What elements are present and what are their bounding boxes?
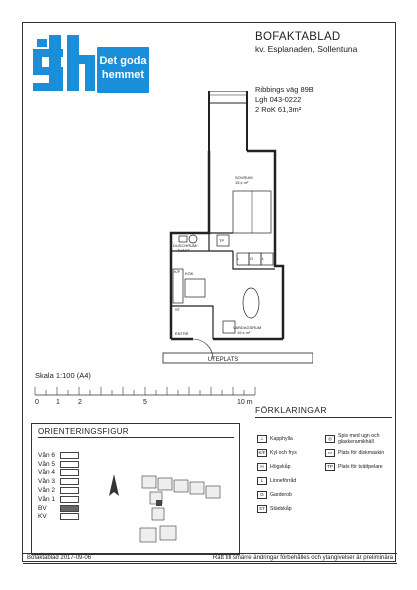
- kyl-frys-icon: K/F: [258, 450, 266, 455]
- company-logo: [31, 33, 151, 95]
- footer: [23, 553, 397, 562]
- room-area-sovrum: 15,x m²: [235, 180, 249, 185]
- garderob-icon: G: [257, 491, 267, 499]
- scale-ruler: [33, 381, 257, 397]
- document-title: BOFAKTABLAD: [255, 31, 341, 43]
- room-area-vardagsrum: 19,x m²: [237, 330, 251, 335]
- legend-item-hogskap: H Högskåp: [257, 463, 290, 471]
- building-site-map: [132, 474, 232, 554]
- legend-item-kyl-frys: K/F Kyl och frys: [258, 450, 297, 456]
- floor-list: [38, 451, 88, 521]
- marker-kf: K/F: [174, 269, 181, 274]
- marker-st: ST: [175, 307, 181, 312]
- room-label-duschrum: DUSCHRUM/: [173, 243, 198, 248]
- linneforrad-icon: L: [257, 477, 267, 485]
- floor-plan: [133, 91, 313, 393]
- unit-number: Lgh 043-0222: [255, 95, 302, 104]
- legend-item-diskmaskin: ▭ Plats för diskmaskin: [325, 449, 384, 457]
- fact-sheet: [22, 22, 396, 562]
- legend-item-tvattpelare: TP Plats för tvättpelare: [325, 463, 383, 471]
- tvattpelare-icon: TP: [325, 463, 335, 471]
- kapphylla-icon: ⊥: [257, 435, 267, 443]
- hogskap-icon: H: [257, 463, 267, 471]
- floor-row-von6: Vån 6: [38, 451, 88, 460]
- apartment-size: 2 RoK 61,3m²: [255, 105, 302, 114]
- orientation-figure: [31, 423, 240, 555]
- room-label-uteplats: UTEPLATS: [207, 357, 239, 363]
- legend-item-stadskap: ST Städskåp: [257, 505, 292, 513]
- legend-item-linneforrad: L Linneförråd: [257, 477, 296, 485]
- legend-item-spis: ◎ Spis med ugn och glaskeramikhäll: [325, 433, 395, 445]
- room-label-tvatt: TVÄTT: [177, 248, 190, 253]
- active-floor-indicator: [60, 505, 79, 512]
- floor-row-von5: Vån 5: [38, 460, 88, 469]
- footer-disclaimer: Rätt till smärre ändringar förbehålles och ytangivelser är preliminära: [212, 555, 393, 561]
- orientation-divider: [38, 437, 234, 438]
- floor-row-von1: Vån 1: [38, 495, 88, 504]
- scale-tick-10: 10 m: [237, 399, 253, 406]
- floor-row-von4: Vån 4: [38, 469, 88, 478]
- footer-bottom-rule: [23, 563, 397, 564]
- scale-bar: [33, 371, 257, 411]
- scale-tick-0: 0: [35, 399, 39, 406]
- diskmaskin-icon: ▭: [325, 449, 335, 457]
- document-subtitle: kv. Esplanaden, Sollentuna: [255, 44, 358, 54]
- marker-tp: TP: [219, 238, 225, 243]
- street-address: Ribbings väg 89B: [255, 85, 314, 94]
- spis-icon: ◎: [325, 435, 335, 443]
- legend: [253, 423, 397, 543]
- marker-l2: L: [262, 256, 265, 261]
- room-label-vardagsrum: VARDAGSRUM: [233, 325, 262, 330]
- logo-slogan-line2: hemmet: [101, 69, 145, 81]
- scale-tick-5: 5: [143, 399, 147, 406]
- scale-tick-1: 1: [56, 399, 60, 406]
- floor-row-von3: Vån 3: [38, 477, 88, 486]
- header: [255, 31, 395, 54]
- legend-title: FÖRKLARINGAR: [255, 405, 327, 415]
- marker-l1: L: [237, 256, 240, 261]
- marker-g: G: [250, 256, 254, 261]
- legend-item-kapphylla: ⊥ Kapphylla: [257, 435, 293, 443]
- north-arrow-icon: [107, 474, 121, 502]
- stadskap-icon: ST: [257, 505, 267, 513]
- legend-item-garderob: G Garderob: [257, 491, 292, 499]
- room-label-entre: ENTRÉ: [175, 331, 189, 336]
- footer-date: Bofaktablad 2017-09-06: [27, 555, 92, 561]
- floor-row-bv: BV: [38, 504, 88, 513]
- floor-row-von2: Vån 2: [38, 486, 88, 495]
- scale-label: Skala 1:100 (A4): [35, 371, 91, 380]
- legend-divider: [255, 417, 392, 418]
- room-label-kok: KÖK: [185, 271, 194, 276]
- scale-tick-2: 2: [78, 399, 82, 406]
- room-label-sovrum: SOVRUM: [235, 175, 253, 180]
- logo-slogan-line1: Det goda: [99, 55, 147, 67]
- floor-row-kv: KV: [38, 513, 88, 522]
- orientation-title: ORIENTERINGSFIGUR: [38, 427, 129, 436]
